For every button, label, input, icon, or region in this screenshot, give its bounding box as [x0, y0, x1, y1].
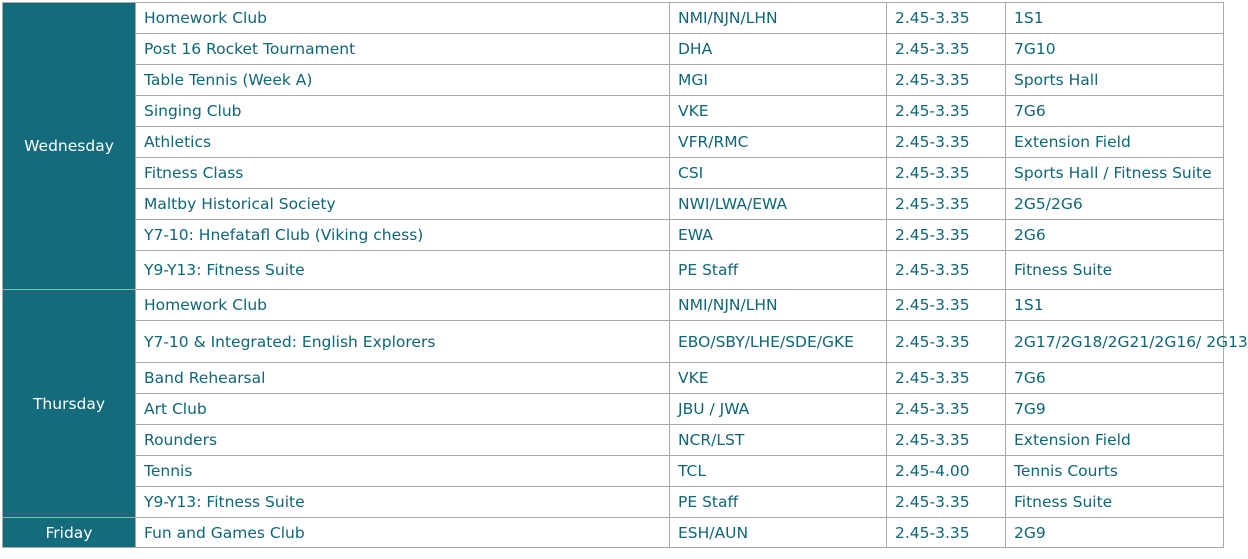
table-row	[3, 158, 1224, 189]
room-cell: Fitness Suite	[1006, 251, 1224, 290]
activity-cell: Y9-Y13: Fitness Suite	[136, 251, 670, 290]
staff-cell: DHA	[670, 34, 887, 65]
room-cell: 7G10	[1006, 34, 1224, 65]
table-row	[3, 321, 1224, 363]
time-cell: 2.45-3.35	[887, 220, 1006, 251]
time-cell: 2.45-3.35	[887, 487, 1006, 518]
room-cell: Fitness Suite	[1006, 487, 1224, 518]
table-row	[3, 394, 1224, 425]
room-cell: Extension Field	[1006, 127, 1224, 158]
time-cell: 2.45-3.35	[887, 189, 1006, 220]
activity-cell: Homework Club	[136, 290, 670, 321]
activity-cell: Homework Club	[136, 3, 670, 34]
table-row	[3, 3, 1224, 34]
table-row	[3, 34, 1224, 65]
room-cell: 1S1	[1006, 3, 1224, 34]
staff-cell: VKE	[670, 363, 887, 394]
staff-cell: NCR/LST	[670, 425, 887, 456]
room-cell: 7G6	[1006, 363, 1224, 394]
time-cell: 2.45-3.35	[887, 34, 1006, 65]
activity-cell: Post 16 Rocket Tournament	[136, 34, 670, 65]
time-cell: 2.45-4.00	[887, 456, 1006, 487]
room-cell: 2G9	[1006, 518, 1224, 548]
staff-cell: PE Staff	[670, 487, 887, 518]
time-cell: 2.45-3.35	[887, 518, 1006, 548]
activity-cell: Y7-10: Hnefatafl Club (Viking chess)	[136, 220, 670, 251]
room-cell: Sports Hall	[1006, 65, 1224, 96]
time-cell: 2.45-3.35	[887, 96, 1006, 127]
room-cell: 2G5/2G6	[1006, 189, 1224, 220]
time-cell: 2.45-3.35	[887, 363, 1006, 394]
table-row	[3, 65, 1224, 96]
table-row	[3, 290, 1224, 321]
table-row	[3, 96, 1224, 127]
activity-cell: Table Tennis (Week A)	[136, 65, 670, 96]
room-cell: 2G17/2G18/2G21/2G16/ 2G13	[1006, 321, 1224, 363]
table-row	[3, 220, 1224, 251]
staff-cell: ESH/AUN	[670, 518, 887, 548]
time-cell: 2.45-3.35	[887, 127, 1006, 158]
staff-cell: VKE	[670, 96, 887, 127]
table-row	[3, 189, 1224, 220]
staff-cell: TCL	[670, 456, 887, 487]
room-cell: 2G6	[1006, 220, 1224, 251]
activity-cell: Band Rehearsal	[136, 363, 670, 394]
time-cell: 2.45-3.35	[887, 3, 1006, 34]
day-cell-friday: Friday	[3, 518, 136, 548]
room-cell: 1S1	[1006, 290, 1224, 321]
time-cell: 2.45-3.35	[887, 65, 1006, 96]
staff-cell: EBO/SBY/LHE/SDE/GKE	[670, 321, 887, 363]
staff-cell: VFR/RMC	[670, 127, 887, 158]
room-cell: 7G6	[1006, 96, 1224, 127]
staff-cell: EWA	[670, 220, 887, 251]
clubs-schedule-table	[2, 2, 1248, 548]
activity-cell: Tennis	[136, 456, 670, 487]
table-row	[3, 425, 1224, 456]
staff-cell: MGI	[670, 65, 887, 96]
table-row	[3, 127, 1224, 158]
time-cell: 2.45-3.35	[887, 394, 1006, 425]
table-row	[3, 363, 1224, 394]
activity-cell: Fitness Class	[136, 158, 670, 189]
day-cell-wednesday: Wednesday	[3, 3, 136, 290]
room-cell: 7G9	[1006, 394, 1224, 425]
staff-cell: PE Staff	[670, 251, 887, 290]
time-cell: 2.45-3.35	[887, 158, 1006, 189]
staff-cell: JBU / JWA	[670, 394, 887, 425]
activity-cell: Athletics	[136, 127, 670, 158]
activity-cell: Rounders	[136, 425, 670, 456]
staff-cell: CSI	[670, 158, 887, 189]
activity-cell: Y9-Y13: Fitness Suite	[136, 487, 670, 518]
staff-cell: NMI/NJN/LHN	[670, 3, 887, 34]
staff-cell: NWI/LWA/EWA	[670, 189, 887, 220]
table-row	[3, 487, 1224, 518]
table-row	[3, 456, 1224, 487]
activity-cell: Singing Club	[136, 96, 670, 127]
time-cell: 2.45-3.35	[887, 251, 1006, 290]
time-cell: 2.45-3.35	[887, 290, 1006, 321]
day-cell-thursday: Thursday	[3, 290, 136, 518]
room-cell: Tennis Courts	[1006, 456, 1224, 487]
room-cell: Sports Hall / Fitness Suite	[1006, 158, 1224, 189]
activity-cell: Fun and Games Club	[136, 518, 670, 548]
room-cell: Extension Field	[1006, 425, 1224, 456]
time-cell: 2.45-3.35	[887, 425, 1006, 456]
activity-cell: Maltby Historical Society	[136, 189, 670, 220]
table-row	[3, 518, 1224, 548]
activity-cell: Art Club	[136, 394, 670, 425]
staff-cell: NMI/NJN/LHN	[670, 290, 887, 321]
time-cell: 2.45-3.35	[887, 321, 1006, 363]
activity-cell: Y7-10 & Integrated: English Explorers	[136, 321, 670, 363]
table-row	[3, 251, 1224, 290]
